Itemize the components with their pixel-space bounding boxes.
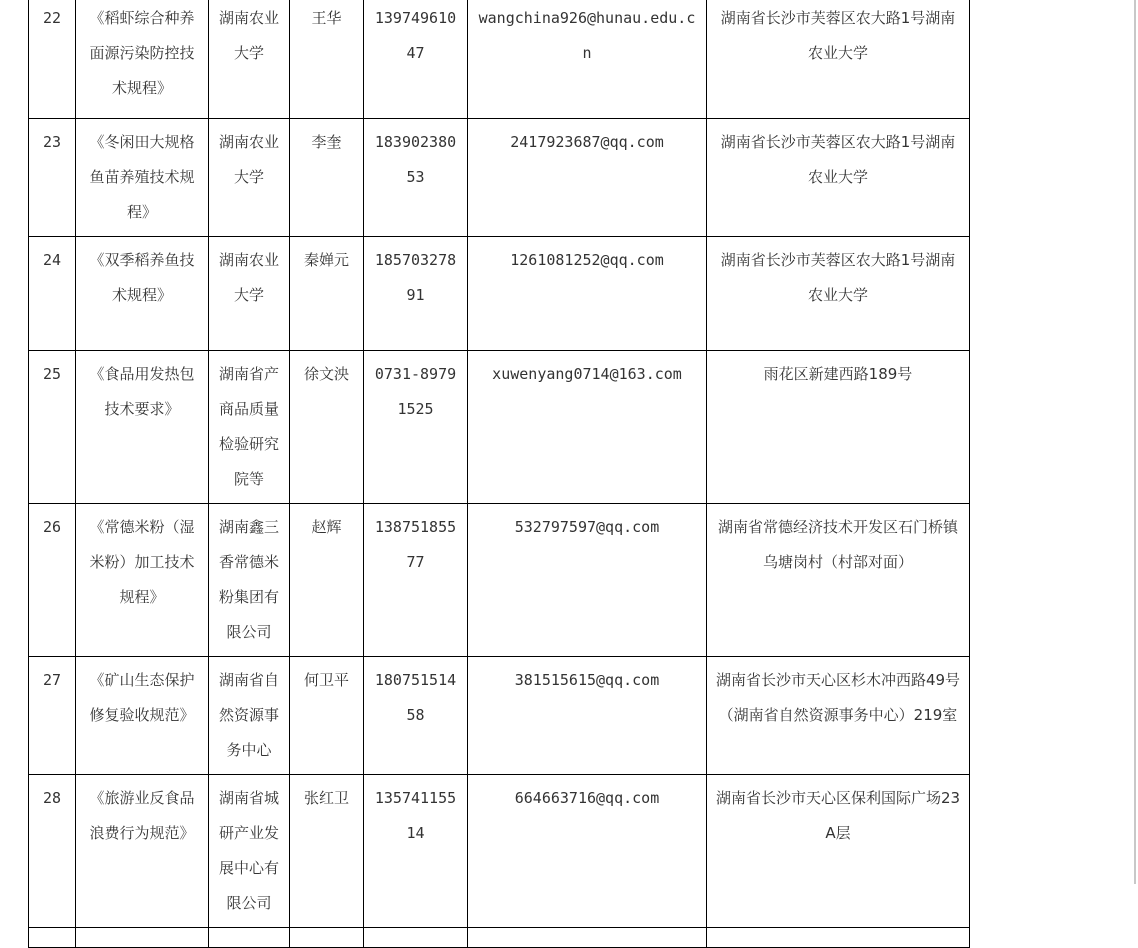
cell-contact: 李奎 <box>290 119 364 237</box>
cell-email: 532797597@qq.com <box>468 504 707 657</box>
cell-phone: 18075151458 <box>364 657 468 775</box>
cell-org: 湖南鑫三香常德米粉集团有限公司 <box>209 504 290 657</box>
table-row-partial <box>29 928 970 948</box>
cell-title: 《矿山生态保护修复验收规范》 <box>76 657 209 775</box>
table-row <box>29 237 970 351</box>
cell-org: 湖南省城研产业发展中心有限公司 <box>209 775 290 928</box>
cell-title: 《食品用发热包技术要求》 <box>76 351 209 504</box>
cell-empty <box>209 928 290 948</box>
table-row <box>29 351 970 504</box>
cell-phone: 18570327891 <box>364 237 468 351</box>
cell-contact: 王华 <box>290 0 364 119</box>
table-row <box>29 657 970 775</box>
cell-address: 湖南省长沙市天心区杉木冲西路49号（湖南省自然资源事务中心）219室 <box>707 657 970 775</box>
cell-no: 26 <box>29 504 76 657</box>
cell-no: 23 <box>29 119 76 237</box>
cell-no: 25 <box>29 351 76 504</box>
table-row <box>29 119 970 237</box>
cell-address: 湖南省长沙市天心区保利国际广场23A层 <box>707 775 970 928</box>
table-row <box>29 0 970 119</box>
cell-title: 《常德米粉（湿米粉）加工技术规程》 <box>76 504 209 657</box>
cell-title: 《双季稻养鱼技术规程》 <box>76 237 209 351</box>
cell-org: 湖南省自然资源事务中心 <box>209 657 290 775</box>
cell-phone: 13574115514 <box>364 775 468 928</box>
cell-empty <box>364 928 468 948</box>
cell-no: 27 <box>29 657 76 775</box>
cell-address: 湖南省长沙市芙蓉区农大路1号湖南农业大学 <box>707 237 970 351</box>
cell-empty <box>468 928 707 948</box>
cell-email: xuwenyang0714@163.com <box>468 351 707 504</box>
cell-empty <box>707 928 970 948</box>
table-row <box>29 504 970 657</box>
cell-address: 雨花区新建西路189号 <box>707 351 970 504</box>
table-body <box>29 0 970 948</box>
cell-contact: 徐文泱 <box>290 351 364 504</box>
cell-phone: 13974961047 <box>364 0 468 119</box>
cell-no: 28 <box>29 775 76 928</box>
cell-empty <box>29 928 76 948</box>
cell-address: 湖南省常德经济技术开发区石门桥镇乌塘岗村（村部对面） <box>707 504 970 657</box>
cell-empty <box>290 928 364 948</box>
standards-table <box>28 0 970 948</box>
cell-phone: 13875185577 <box>364 504 468 657</box>
cell-email: wangchina926@hunau.edu.cn <box>468 0 707 119</box>
cell-org: 湖南农业大学 <box>209 237 290 351</box>
cell-no: 24 <box>29 237 76 351</box>
page-scroll-edge <box>1134 0 1136 884</box>
cell-address: 湖南省长沙市芙蓉区农大路1号湖南农业大学 <box>707 119 970 237</box>
cell-title: 《冬闲田大规格鱼苗养殖技术规程》 <box>76 119 209 237</box>
cell-phone: 0731-89791525 <box>364 351 468 504</box>
cell-title: 《旅游业反食品浪费行为规范》 <box>76 775 209 928</box>
cell-empty <box>76 928 209 948</box>
cell-email: 1261081252@qq.com <box>468 237 707 351</box>
cell-email: 2417923687@qq.com <box>468 119 707 237</box>
cell-org: 湖南农业大学 <box>209 119 290 237</box>
cell-address: 湖南省长沙市芙蓉区农大路1号湖南农业大学 <box>707 0 970 119</box>
cell-email: 664663716@qq.com <box>468 775 707 928</box>
cell-contact: 秦婵元 <box>290 237 364 351</box>
cell-email: 381515615@qq.com <box>468 657 707 775</box>
table-row <box>29 775 970 928</box>
cell-contact: 何卫平 <box>290 657 364 775</box>
cell-contact: 张红卫 <box>290 775 364 928</box>
cell-org: 湖南省产商品质量检验研究院等 <box>209 351 290 504</box>
cell-no: 22 <box>29 0 76 119</box>
cell-phone: 18390238053 <box>364 119 468 237</box>
cell-org: 湖南农业大学 <box>209 0 290 119</box>
cell-contact: 赵辉 <box>290 504 364 657</box>
cell-title: 《稻虾综合种养面源污染防控技术规程》 <box>76 0 209 119</box>
